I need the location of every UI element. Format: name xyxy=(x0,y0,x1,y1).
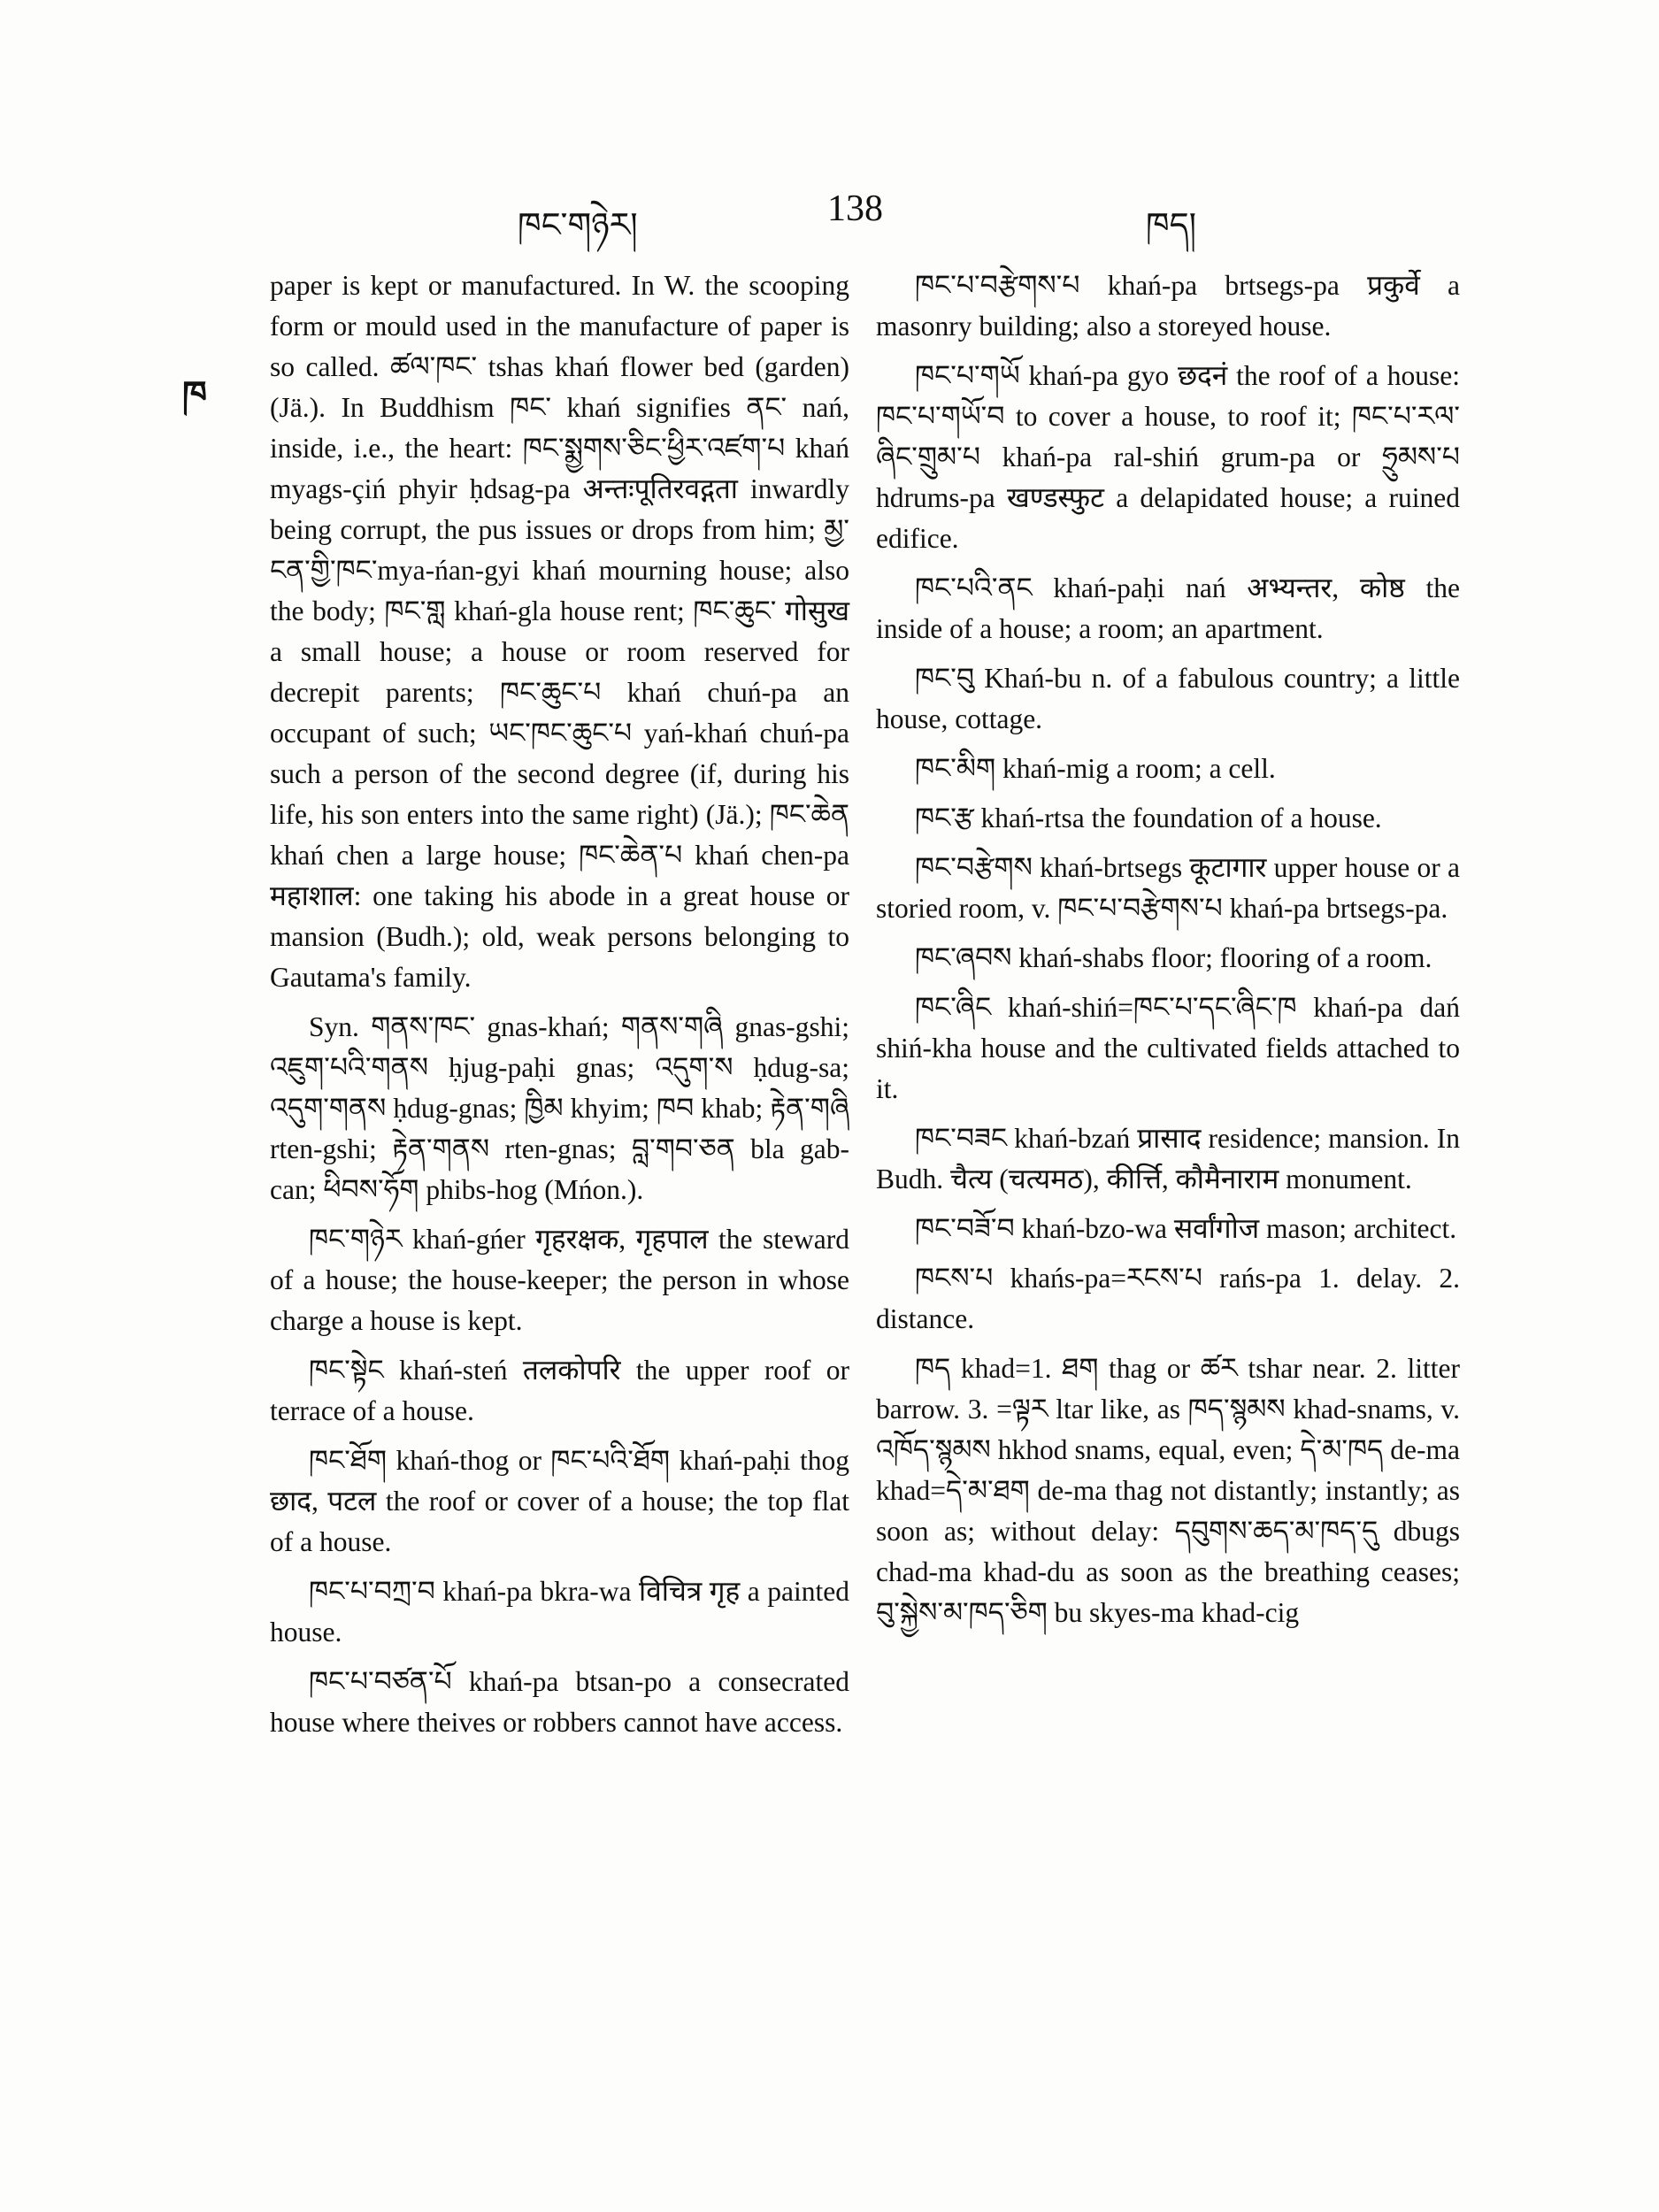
entry-paragraph: ཁང་པ་བཀྲ་བ khań-pa bkra-wa विचित्र गृह a painted house. xyxy=(270,1576,849,1647)
page-header xyxy=(0,188,1659,244)
page-number: 138 xyxy=(827,188,883,229)
entry-paragraph: ཁང་བུ Khań-bu n. of a fabulous country; a little house, cottage. xyxy=(876,663,1460,734)
entry-paragraph: ཁང་པའི་ནང khań-paḥi nań अभ्यन्तर, कोष्ठ the inside of a house; a room; an apartment. xyxy=(876,572,1460,644)
left-column xyxy=(270,265,849,1752)
left-running-headword: ཁང་གཉེར། xyxy=(518,207,638,244)
entry-paragraph: ཁང་པ་གཡོ khań-pa gyo छदनं the roof of a house: ཁང་པ་གཡོ་བ to cover a house, to roof it; ཁང་པ་རལ་ཞིང་གྲུམ་པ khań-pa ral-shiń grum-pa or ཧྲུམས་པ hdrums-pa खण्डस्फुट a delapidated house; a ruined edifice. xyxy=(876,360,1460,554)
entry-paragraph: ཁང་ཐོག khań-thog or ཁང་པའི་ཐོག khań-paḥi thog छाद, पटल the roof or cover of a house; the top flat of a house. xyxy=(270,1445,849,1557)
headword-entry: ཁད khad=1. ཐག thag or ཚར tshar near. 2. litter barrow. 3. =ལྟར ltar like, as ཁད་སྙམས khad-snams, v. འཁོད་སྙམས hkhod snams, equal, even; དེ་མ་ཁད de-ma khad=དེ་མ་ཐག de-ma thag not distantly; instantly; as soon as; without delay: དབུགས་ཆད་མ་ཁད་དུ dbugs chad-ma khad-du as soon as the breathing ceases; བུ་སྐྱེས་མ་ཁད་ཅིག bu skyes-ma khad-cig xyxy=(876,1353,1460,1628)
margin-letter-glyph: ཁ xyxy=(182,374,207,414)
entry-paragraph: Syn. གནས་ཁང་ gnas-khań; གནས་གཞི gnas-gshi; འཇུག་པའི་གནས ḥjug-paḥi gnas; འདུག་ས ḥdug-sa; འདུག་གནས ḥdug-gnas; ཁྱིམ khyim; ཁབ khab; རྟེན་གཞི rten-gshi; རྟེན་གནས rten-gnas; བླ་གབ་ཅན bla gab-can; ཕིབས་ཧོག phibs-hog (Mńon.). xyxy=(270,1011,849,1205)
entry-paragraph: ཁང་སྟེང khań-steń तलकोपरि the upper roof or terrace of a house. xyxy=(270,1355,849,1426)
entry-paragraph: ཁང་ཞིང khań-shiń=ཁང་པ་དང་ཞིང་ཁ khań-pa dań shiń-kha house and the cultivated fields attached to it. xyxy=(876,992,1460,1104)
entry-paragraph: ཁང་གཉེར khań-gńer गृहरक्षक, गृहपाल the steward of a house; the house-keeper; the person in whose charge a house is kept. xyxy=(270,1224,849,1336)
entry-paragraph: ཁང་པ་བརྩེགས་པ khań-pa brtsegs-pa प्रकुर्वे a masonry building; also a storeyed house. xyxy=(876,270,1460,342)
right-column xyxy=(876,265,1460,1642)
entry-paragraph: ཁང་བརྩེགས khań-brtsegs कूटागार upper house or a storied room, v. ཁང་པ་བརྩེགས་པ khań-pa brtsegs-pa. xyxy=(876,852,1460,924)
right-running-headword: ཁད། xyxy=(1146,207,1197,244)
entry-paragraph: ཁང་བཟང khań-bzań प्रासाद residence; mansion. In Budh. चैत्य (चत्यमठ), कीर्त्ति, कौमैनाराम monument. xyxy=(876,1123,1460,1194)
entry-paragraph: paper is kept or manufactured. In W. the scooping form or mould used in the manufacture of paper is so called. ཚལ་ཁང་ tshas khań flower bed (garden) (Jä.). In Buddhism ཁང་ khań signifies ནང་ nań, inside, i.e., the heart: ཁང་སྨྱགས་ཅིང་ཕྱིར་འཛག་པ khań myags-çiń phyir ḥdsag-pa अन्तःपूतिरवद्गता inwardly being corrupt, the pus issues or drops from him; མྱ་ངན་གྱི་ཁང་mya-ńan-gyi khań mourning house; also the body; ཁང་གླ khań-gla house rent; ཁང་ཆུང་ गोसुख a small house; a house or room reserved for decrepit parents; ཁང་ཆུང་པ khań chuń-pa an occupant of such; ཡང་ཁང་ཆུང་པ yań-khań chuń-pa such a person of the second degree (if, during his life, his son enters into the same right) (Jä.); ཁང་ཆེན khań chen a large house; ཁང་ཆེན་པ khań chen-pa महाशाल: one taking his abode in a great house or mansion (Budh.); old, weak persons belonging to Gautama's family. xyxy=(270,270,849,993)
entry-paragraph: ཁང་ཞབས khań-shabs floor; flooring of a room. xyxy=(915,942,1432,973)
entry-paragraph: ཁང་རྩ khań-rtsa the foundation of a house. xyxy=(915,803,1382,833)
entry-paragraph: ཁང་པ་བཙན་པོ khań-pa btsan-po a consecrated house where theives or robbers cannot have access. xyxy=(270,1666,849,1738)
headword-entry: ཁངས་པ khańs-pa=རངས་པ rańs-pa 1. delay. 2. distance. xyxy=(876,1263,1460,1334)
entry-paragraph: ཁང་མིག khań-mig a room; a cell. xyxy=(915,753,1276,784)
entry-paragraph: ཁང་བཟོ་བ khań-bzo-wa सर्वांगोज mason; architect. xyxy=(915,1213,1457,1244)
